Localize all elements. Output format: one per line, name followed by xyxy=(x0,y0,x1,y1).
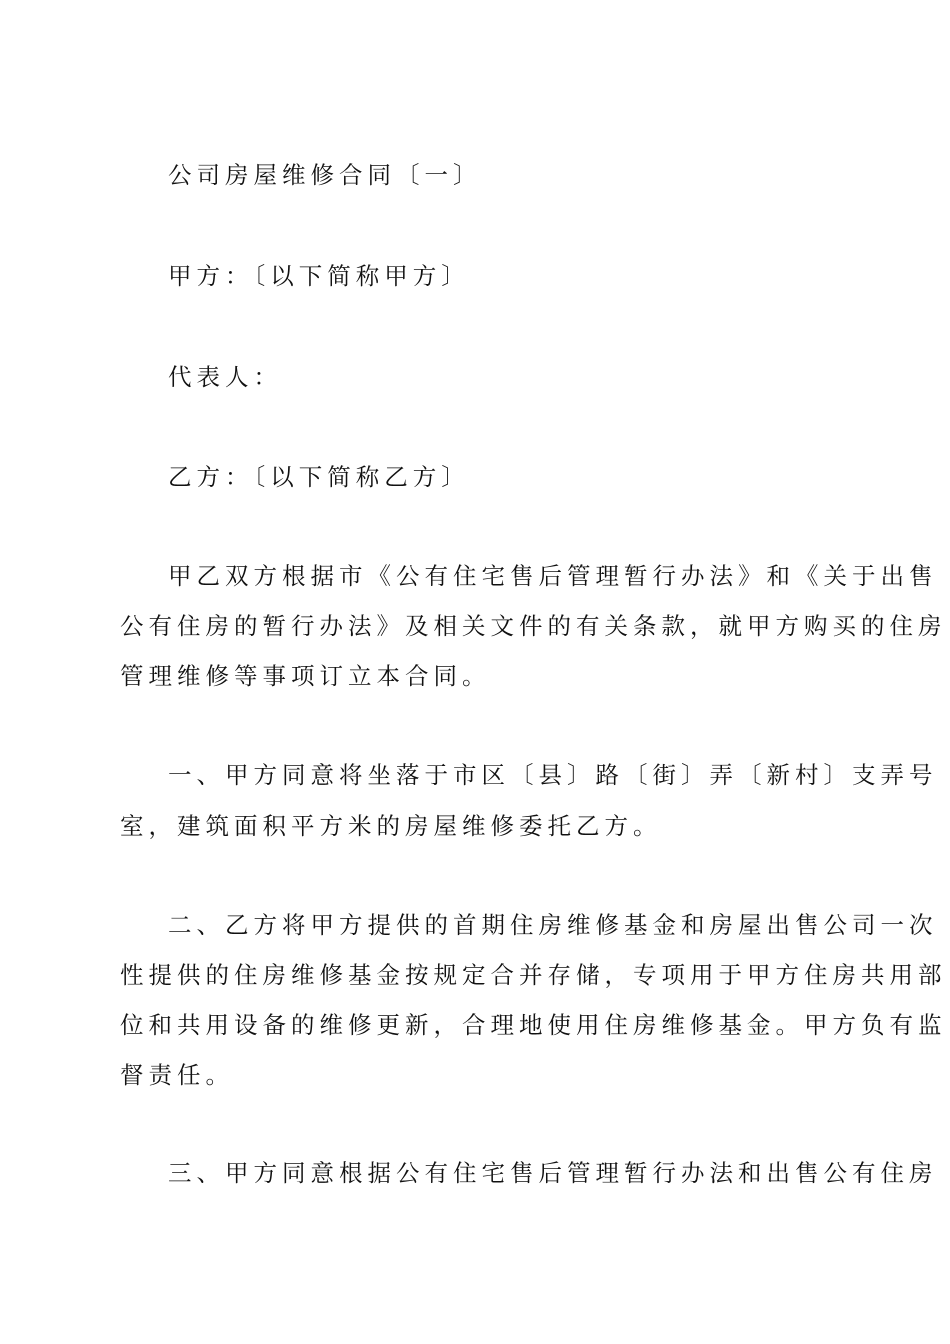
clause2-line-1: 二、乙方将甲方提供的首期住房维修基金和房屋出售公司一次 xyxy=(168,911,938,939)
party-b-line: 乙方：〔以下简称乙方〕 xyxy=(168,463,470,491)
intro-line-1: 甲乙双方根据市《公有住宅售后管理暂行办法》和《关于出售 xyxy=(168,562,938,590)
contract-title: 公司房屋维修合同〔一〕 xyxy=(168,161,482,189)
clause3-line-1: 三、甲方同意根据公有住宅售后管理暂行办法和出售公有住房 xyxy=(168,1159,938,1187)
clause2-line-3: 位和共用设备的维修更新，合理地使用住房维修基金。甲方负有监 xyxy=(120,1011,947,1039)
intro-line-3: 管理维修等事项订立本合同。 xyxy=(120,662,491,690)
representative-line: 代表人： xyxy=(168,363,282,391)
clause2-line-2: 性提供的住房维修基金按规定合并存储，专项用于甲方住房共用部 xyxy=(120,961,947,989)
clause1-line-1: 一、甲方同意将坐落于市区〔县〕路〔街〕弄〔新村〕支弄号 xyxy=(168,761,938,789)
clause1-line-2: 室，建筑面积平方米的房屋维修委托乙方。 xyxy=(120,812,662,840)
clause2-line-4: 督责任。 xyxy=(120,1061,234,1089)
intro-line-2: 公有住房的暂行办法》及相关文件的有关条款，就甲方购买的住房 xyxy=(120,612,947,640)
party-a-line: 甲方：〔以下简称甲方〕 xyxy=(168,262,470,290)
